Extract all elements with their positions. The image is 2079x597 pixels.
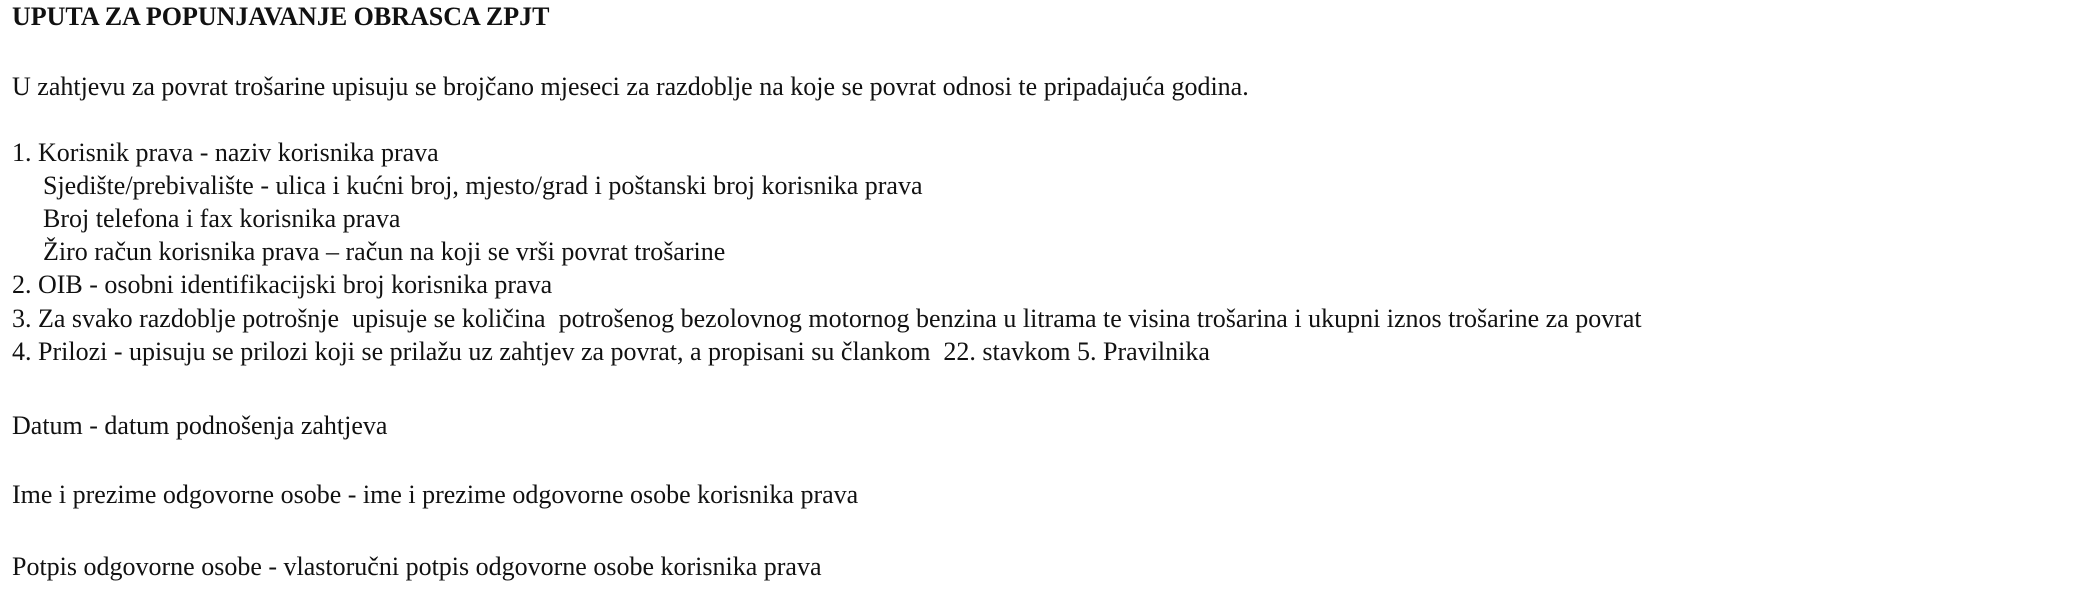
list-item-1-phone: Broj telefona i fax korisnika prava <box>43 204 401 233</box>
intro-paragraph: U zahtjevu za povrat trošarine upisuju se brojčano mjeseci za razdoblje na koje se povrat odnosi te pripadajuća godina. <box>12 72 1249 101</box>
list-item-1-account: Žiro račun korisnika prava – račun na koji se vrši povrat trošarine <box>43 237 726 266</box>
list-item-1: 1. Korisnik prava - naziv korisnika prava <box>12 138 439 167</box>
list-item-4: 4. Prilozi - upisuju se prilozi koji se prilažu uz zahtjev za povrat, a propisani su člankom 22. stavkom 5. Pravilnika <box>12 337 1210 366</box>
list-item-1-seat: Sjedište/prebivalište - ulica i kućni broj, mjesto/grad i poštanski broj korisnika prava <box>43 171 923 200</box>
datum-line: Datum - datum podnošenja zahtjeva <box>12 411 388 440</box>
list-item-2: 2. OIB - osobni identifikacijski broj korisnika prava <box>12 270 553 299</box>
responsible-person-name-line: Ime i prezime odgovorne osobe - ime i prezime odgovorne osobe korisnika prava <box>12 480 859 509</box>
document-title: UPUTA ZA POPUNJAVANJE OBRASCA ZPJT <box>12 2 550 31</box>
list-item-3: 3. Za svako razdoblje potrošnje upisuje se količina potrošenog bezolovnog motornog benzina u litrama te visina trošarina i ukupni iznos trošarine za povrat <box>12 304 1642 333</box>
signature-line: Potpis odgovorne osobe - vlastoručni potpis odgovorne osobe korisnika prava <box>12 552 822 581</box>
